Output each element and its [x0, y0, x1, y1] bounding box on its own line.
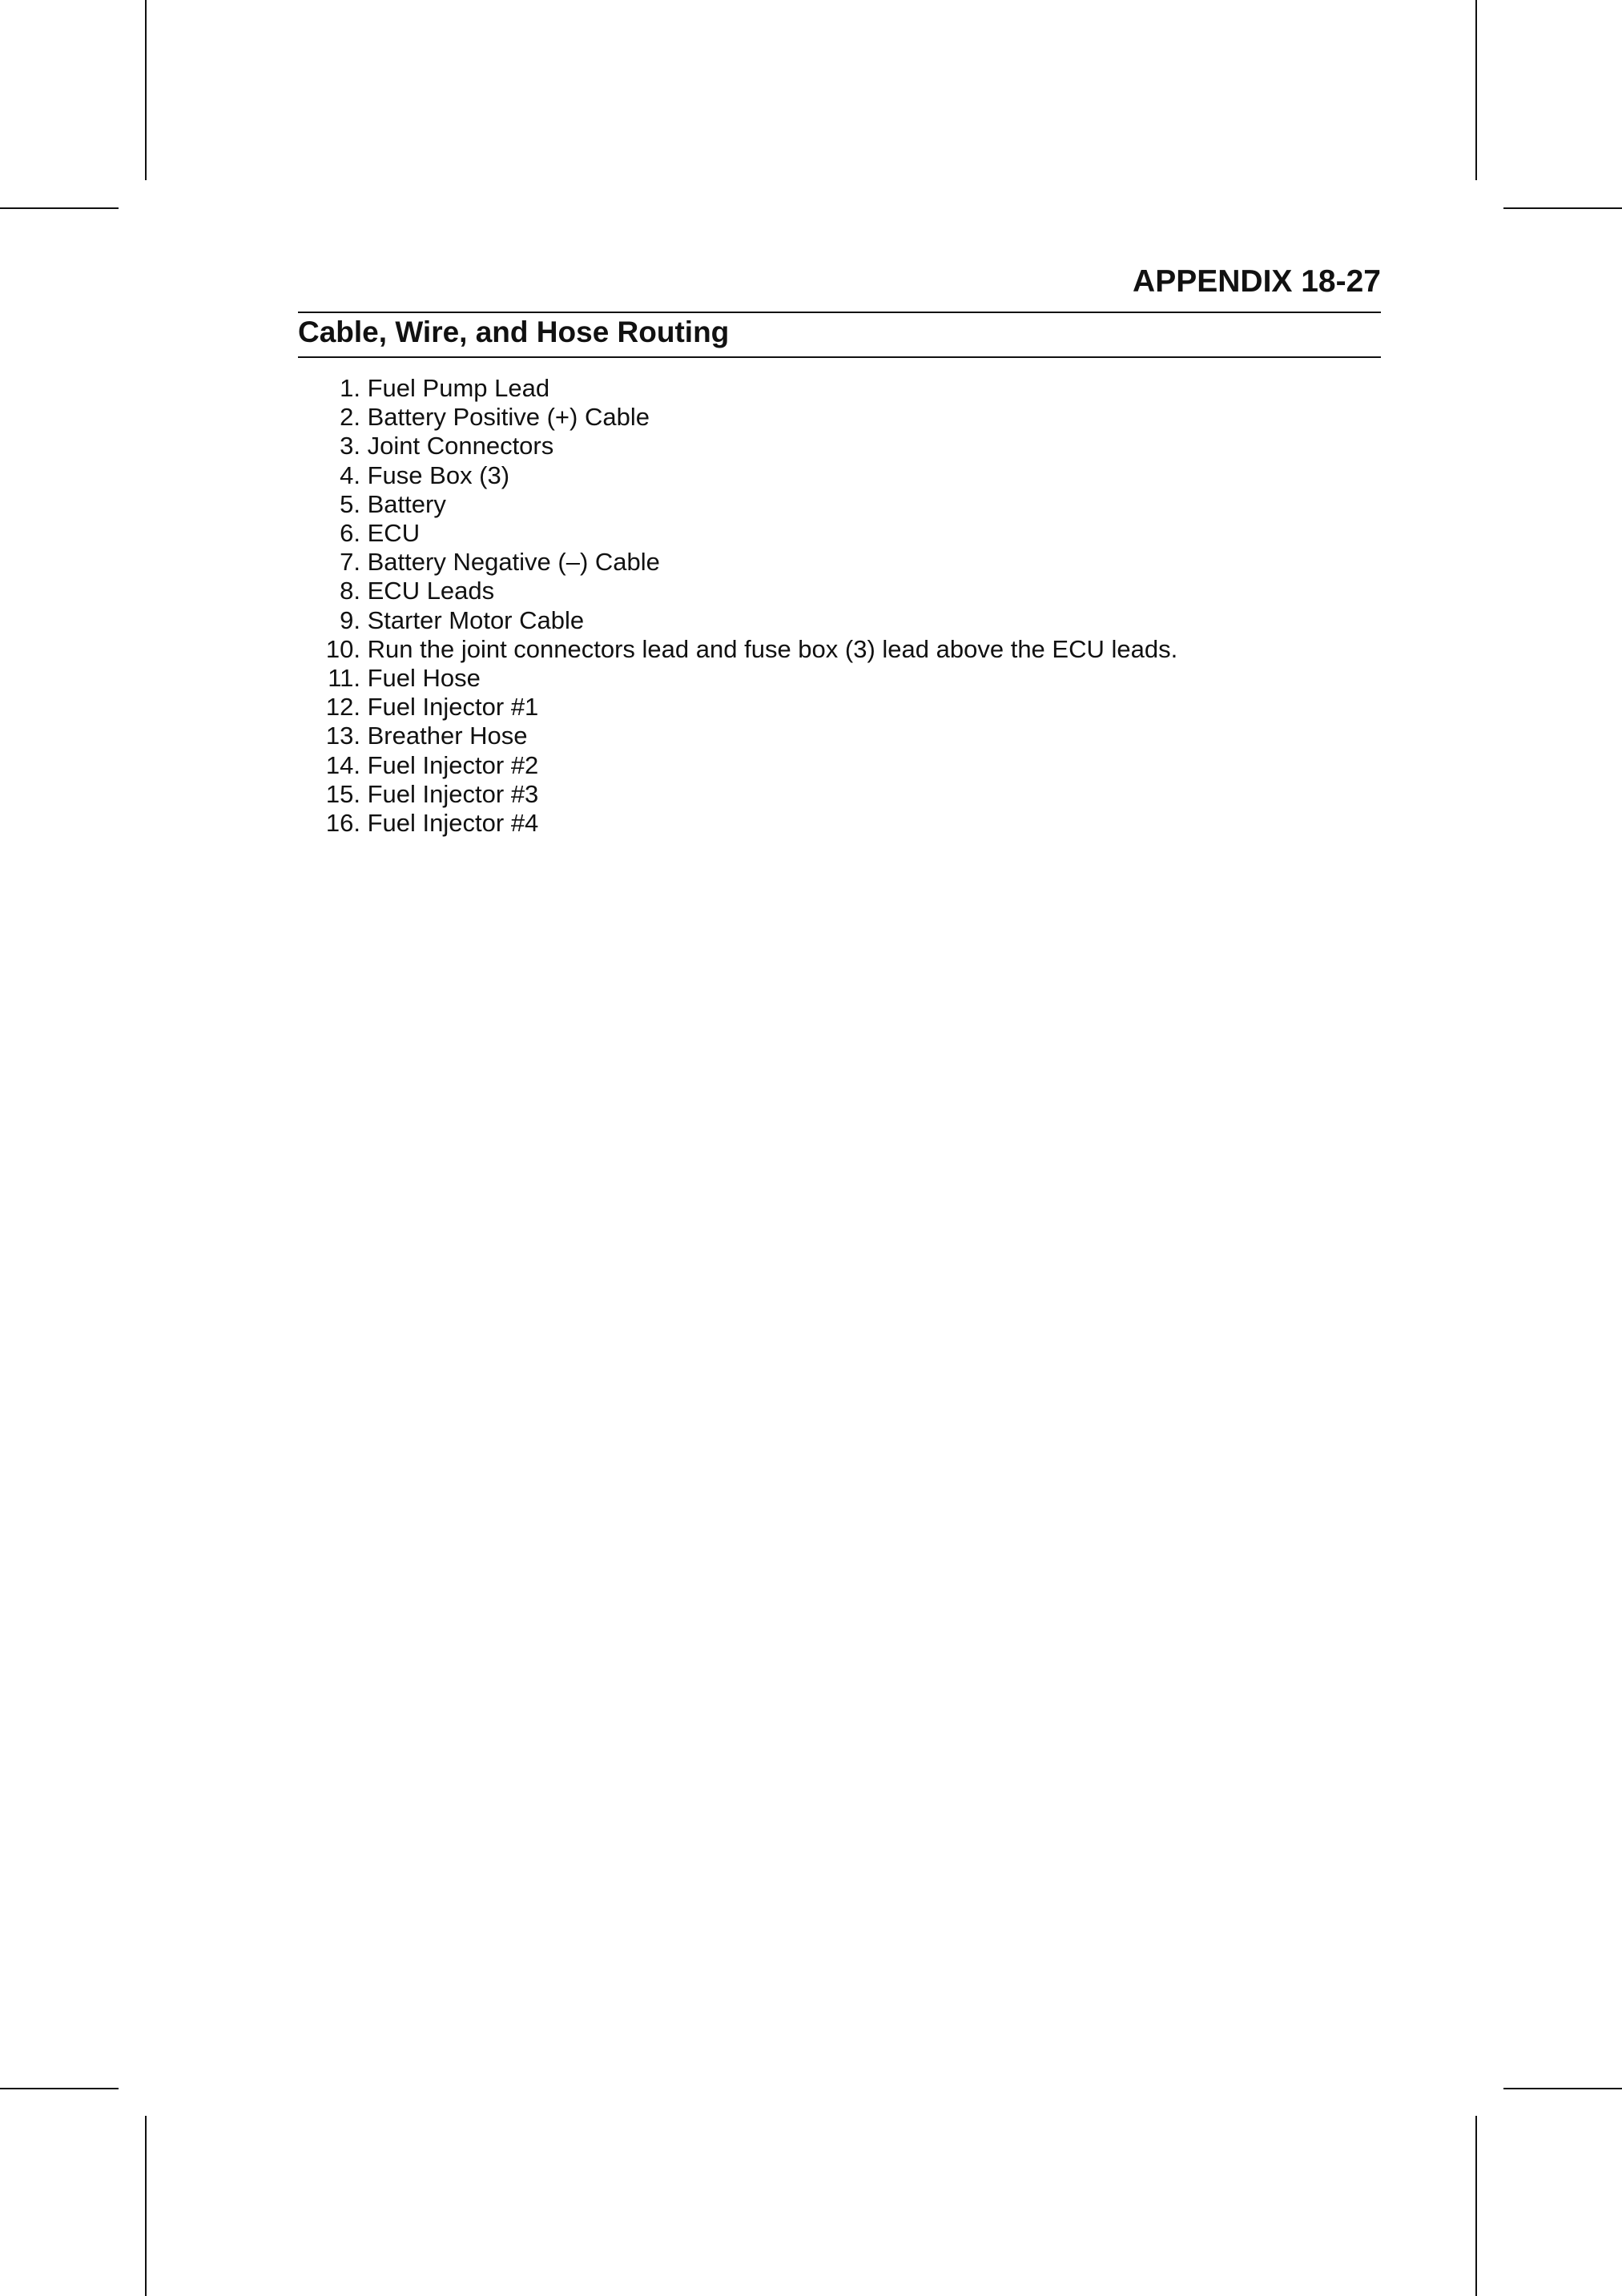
item-number: 12. — [325, 693, 360, 722]
item-text: Fuel Hose — [367, 664, 481, 693]
section-title: Cable, Wire, and Hose Routing — [298, 316, 730, 348]
item-text: Fuel Injector #3 — [367, 779, 539, 808]
header-rule — [298, 312, 1381, 313]
item-number: 13. — [325, 722, 360, 750]
list-item — [298, 548, 1381, 577]
item-text: Run the joint connectors lead and fuse box (3) lead above the ECU leads. — [367, 634, 1178, 663]
item-text: Fuel Pump Lead — [367, 374, 550, 402]
list-item — [298, 693, 1381, 722]
list-item — [298, 374, 1381, 403]
item-text: Fuel Injector #1 — [367, 693, 539, 722]
legend-list — [298, 374, 1381, 838]
list-item — [298, 577, 1381, 605]
list-item — [298, 780, 1381, 809]
list-item — [298, 751, 1381, 780]
item-number: 2. — [340, 403, 360, 432]
item-text: Fuse Box (3) — [367, 460, 510, 489]
crop-mark-top-left-horizontal — [0, 207, 119, 209]
crop-mark-bottom-left-vertical — [145, 2116, 147, 2296]
section-rule — [298, 356, 1381, 358]
item-text: Fuel Injector #4 — [367, 809, 539, 838]
crop-mark-top-left-vertical — [145, 0, 147, 180]
item-text: ECU Leads — [367, 577, 495, 605]
item-text: Battery Positive (+) Cable — [367, 403, 650, 432]
page-header-label: APPENDIX 18-27 — [1133, 264, 1381, 299]
item-text: Breather Hose — [367, 722, 528, 750]
crop-mark-bottom-right-vertical — [1475, 2116, 1477, 2296]
item-number: 8. — [340, 577, 360, 605]
list-item — [298, 722, 1381, 750]
list-item — [298, 490, 1381, 519]
item-number: 7. — [340, 548, 360, 577]
list-item — [298, 403, 1381, 432]
item-number: 10. — [325, 634, 360, 663]
list-item — [298, 461, 1381, 490]
list-item — [298, 664, 1381, 693]
item-text: Joint Connectors — [367, 432, 554, 460]
item-number: 9. — [340, 605, 360, 634]
item-number: 11. — [328, 664, 360, 693]
item-text: ECU — [367, 519, 421, 548]
item-text: Fuel Injector #2 — [367, 750, 539, 779]
item-number: 5. — [340, 489, 360, 518]
item-number: 4. — [340, 460, 360, 489]
crop-mark-bottom-left-horizontal — [0, 2088, 119, 2089]
item-number: 3. — [340, 432, 360, 460]
list-item — [298, 635, 1381, 664]
list-item — [298, 809, 1381, 838]
crop-mark-top-right-horizontal — [1503, 207, 1622, 209]
crop-mark-top-right-vertical — [1475, 0, 1477, 180]
list-item — [298, 432, 1381, 460]
crop-mark-bottom-right-horizontal — [1503, 2088, 1622, 2089]
item-number: 15. — [325, 779, 360, 808]
item-text: Battery Negative (–) Cable — [367, 548, 660, 577]
item-number: 6. — [340, 519, 360, 548]
item-number: 16. — [325, 809, 360, 838]
item-text: Battery — [367, 489, 446, 518]
item-text: Starter Motor Cable — [367, 605, 585, 634]
item-number: 1. — [340, 374, 360, 402]
list-item — [298, 606, 1381, 635]
list-item — [298, 519, 1381, 548]
item-number: 14. — [325, 750, 360, 779]
